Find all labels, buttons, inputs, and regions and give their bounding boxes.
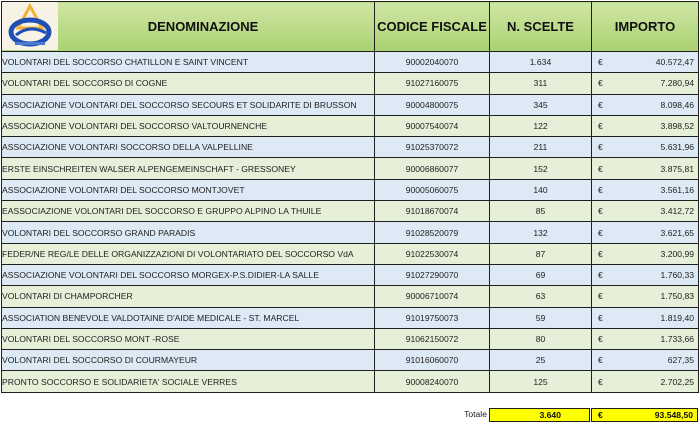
cell-denominazione[interactable]: FEDER/NE REG/LE DELLE ORGANIZZAZIONI DI VOLONTARIATO DEL SOCCORSO VdA [2,243,375,264]
cell-n-scelte[interactable]: 125 [490,371,592,392]
cell-denominazione[interactable]: VOLONTARI DEL SOCCORSO DI COGNE [2,73,375,94]
table-row [2,52,699,73]
header-codice-fiscale[interactable] [375,2,490,52]
importo-value: 8.098,46 [660,99,694,110]
cell-codice-fiscale[interactable]: 90007540074 [375,115,490,136]
currency-symbol: € [598,142,603,153]
header-denominazione[interactable] [2,2,375,52]
currency-symbol: € [598,227,603,238]
importo-value: 5.631,96 [660,142,694,153]
importo-value: 40.572,47 [655,57,694,68]
importo-value: 3.200,99 [660,248,694,259]
table-row [2,350,699,371]
header-importo-label: IMPORTO [614,19,676,34]
importo-value: 1.819,40 [660,312,694,323]
totals-row [0,408,700,422]
cell-n-scelte[interactable]: 63 [490,286,592,307]
currency-symbol: € [598,334,603,344]
cell-codice-fiscale[interactable]: 90004800075 [375,94,490,115]
cell-denominazione[interactable]: VOLONTARI DEL SOCCORSO CHATILLON E SAINT VINCENT [2,52,375,73]
cell-n-scelte[interactable]: 25 [490,350,592,371]
totale-importo: 93.548,50 [654,410,693,420]
cell-codice-fiscale[interactable]: 91022530074 [375,243,490,264]
importo-value: 1.760,33 [660,270,694,281]
table-row [2,201,699,222]
table-row [2,137,699,158]
totale-currency: € [598,410,603,420]
table-row [2,179,699,200]
cell-importo[interactable] [592,286,699,307]
cell-importo[interactable] [592,115,699,136]
cell-codice-fiscale[interactable]: 90006860077 [375,158,490,179]
cell-n-scelte[interactable]: 122 [490,115,592,136]
cell-codice-fiscale[interactable]: 91027160075 [375,73,490,94]
totale-label: Totale [464,409,487,419]
table-body [2,52,699,393]
importo-value: 7.280,94 [660,78,694,89]
cell-importo[interactable] [592,94,699,115]
cell-denominazione[interactable]: VOLONTARI DEL SOCCORSO GRAND PARADIS [2,222,375,243]
table-row [2,286,699,307]
totale-n-scelte: 3.640 [539,410,561,420]
cell-codice-fiscale[interactable]: 90008240070 [375,371,490,392]
cell-codice-fiscale[interactable]: 91028520079 [375,222,490,243]
importo-value: 2.702,25 [660,376,694,387]
cell-denominazione[interactable]: EASSOCIAZIONE VOLONTARI DEL SOCCORSO E GRUPPO ALPINO LA THUILE [2,201,375,222]
cell-codice-fiscale[interactable]: 90002040070 [375,52,490,73]
cell-n-scelte[interactable]: 1.634 [490,52,592,73]
cell-denominazione[interactable]: ERSTE EINSCHREITEN WALSER ALPENGEMEINSCHAFT - GRESSONEY [2,158,375,179]
header-denominazione-label: DENOMINAZIONE [147,19,259,34]
table-row [2,328,699,349]
table-row [2,115,699,136]
cell-n-scelte[interactable]: 311 [490,73,592,94]
cell-importo[interactable] [592,158,699,179]
cell-denominazione[interactable]: ASSOCIAZIONE VOLONTARI DEL SOCCORSO SECOURS ET SOLIDARITE DI BRUSSON [2,94,375,115]
cell-n-scelte[interactable]: 132 [490,222,592,243]
cell-n-scelte[interactable]: 80 [490,328,592,349]
cell-denominazione[interactable]: ASSOCIAZIONE VOLONTARI DEL SOCCORSO MORGEX-P.S.DIDIER-LA SALLE [2,264,375,285]
cell-n-scelte[interactable]: 211 [490,137,592,158]
importo-value: 3.621,65 [660,227,694,238]
currency-symbol: € [598,312,603,323]
table-row [2,264,699,285]
cell-importo[interactable] [592,264,699,285]
cell-n-scelte[interactable]: 140 [490,179,592,200]
cell-n-scelte[interactable]: 59 [490,307,592,328]
cell-denominazione[interactable]: ASSOCIATION BENEVOLE VALDOTAINE D'AIDE MEDICALE - ST. MARCEL [2,307,375,328]
cell-n-scelte[interactable]: 69 [490,264,592,285]
cell-importo[interactable] [592,222,699,243]
currency-symbol: € [598,270,603,281]
totale-n-scelte-cell[interactable] [489,408,590,422]
cell-codice-fiscale[interactable]: 91062150072 [375,328,490,349]
header-row [2,2,699,52]
cell-codice-fiscale[interactable]: 91019750073 [375,307,490,328]
currency-symbol: € [598,99,603,110]
header-n-scelte[interactable] [490,2,592,52]
cell-importo[interactable] [592,179,699,200]
cell-importo[interactable] [592,328,699,349]
table-row [2,73,699,94]
header-importo[interactable] [592,2,699,52]
currency-symbol: € [598,163,603,174]
cell-codice-fiscale[interactable]: 91027290070 [375,264,490,285]
currency-symbol: € [598,78,603,89]
table-row [2,94,699,115]
cell-n-scelte[interactable]: 87 [490,243,592,264]
currency-symbol: € [598,121,603,132]
header-n-scelte-label: N. SCELTE [507,19,574,34]
table-row [2,158,699,179]
cell-codice-fiscale[interactable]: 91025370072 [375,137,490,158]
cell-importo[interactable] [592,73,699,94]
cell-n-scelte[interactable]: 85 [490,201,592,222]
cell-codice-fiscale[interactable]: 90006710074 [375,286,490,307]
cell-importo[interactable] [592,243,699,264]
cell-importo[interactable] [592,350,699,371]
cell-codice-fiscale[interactable]: 91018670074 [375,201,490,222]
totale-importo-cell[interactable] [591,408,698,422]
importo-value: 3.875,81 [660,163,694,174]
cell-denominazione[interactable]: PRONTO SOCCORSO E SOLIDARIETA' SOCIALE VERRES [2,371,375,392]
cell-importo[interactable] [592,371,699,392]
currency-symbol: € [598,355,603,366]
cell-denominazione[interactable]: VOLONTARI DEL SOCCORSO MONT -ROSE [2,328,375,349]
table-row [2,243,699,264]
cell-importo[interactable] [592,201,699,222]
cell-n-scelte[interactable]: 345 [490,94,592,115]
importo-value: 3.412,72 [660,206,694,217]
currency-symbol: € [598,376,603,387]
cell-importo[interactable] [592,52,699,73]
cell-denominazione[interactable]: ASSOCIAZIONE VOLONTARI DEL SOCCORSO VALTOURNENCHE [2,115,375,136]
header-codice-fiscale-label: CODICE FISCALE [377,19,487,34]
table-row [2,222,699,243]
cell-importo[interactable] [592,137,699,158]
currency-symbol: € [598,291,603,302]
cell-denominazione[interactable]: VOLONTARI DEL SOCCORSO DI COURMAYEUR [2,350,375,371]
importo-value: 627,35 [667,355,694,366]
currency-symbol: € [598,206,603,217]
cell-n-scelte[interactable]: 152 [490,158,592,179]
importo-value: 3.898,52 [660,121,694,132]
donations-table [1,1,699,393]
importo-value: 3.561,16 [660,184,694,195]
cell-codice-fiscale[interactable]: 90005060075 [375,179,490,200]
importo-value: 1.750,83 [660,291,694,302]
currency-symbol: € [598,248,603,259]
table-row [2,307,699,328]
cell-importo[interactable] [592,307,699,328]
currency-symbol: € [598,57,603,68]
cell-denominazione[interactable]: ASSOCIAZIONE VOLONTARI SOCCORSO DELLA VALPELLINE [2,137,375,158]
cell-codice-fiscale[interactable]: 91016060070 [375,350,490,371]
cell-denominazione[interactable]: ASSOCIAZIONE VOLONTARI DEL SOCCORSO MONTJOVET [2,179,375,200]
table-row [2,371,699,392]
currency-symbol: € [598,184,603,195]
cell-denominazione[interactable]: VOLONTARI DI CHAMPORCHER [2,286,375,307]
agenzia-entrate-logo [2,2,58,50]
importo-value: 1.733,66 [660,334,694,344]
